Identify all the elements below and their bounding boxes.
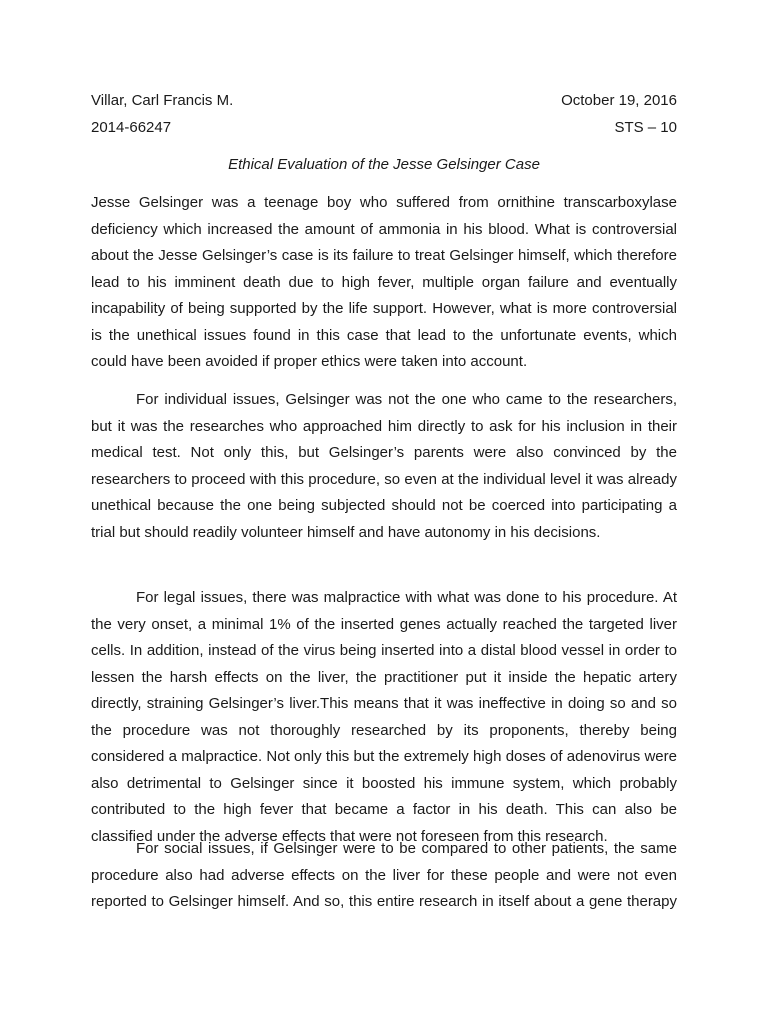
document-date: October 19, 2016 [561,92,677,109]
paragraph-line: reported to Gelsinger himself. And so, this entire research in itself about a gene therapy [91,893,677,910]
paragraph-line: Jesse Gelsinger was a teenage boy who suffered from ornithine transcarboxylase [91,194,677,211]
paragraph-introduction [91,190,677,376]
document-title: Ethical Evaluation of the Jesse Gelsinger Case [228,156,540,173]
paragraph-line: procedure also had adverse effects on the liver for these people and were not even [91,866,677,884]
paragraph-line: researchers to proceed with this procedure, so even at the individual level it was already [91,470,677,488]
document-page [91,0,677,1024]
paragraph-line: lessen the harsh effects on the liver, the practitioner put it inside the hepatic artery [91,668,677,686]
paragraph-social-issues [91,836,677,916]
paragraph-line: classified under the adverse effects that were not foreseen from this research. [91,827,608,845]
paragraph-line: deficiency which increased the amount of ammonia in his blood. What is controversial [91,220,677,238]
header-row-2 [91,118,677,138]
paragraph-individual-issues [91,387,677,546]
author-name: Villar, Carl Francis M. [91,92,234,109]
paragraph-line: medical test. Not only this, but Gelsinger’s parents were also convinced by the [91,444,677,461]
paragraph-line: the procedure was not thoroughly researched by its proponents, thereby being [91,721,677,739]
paragraph-line: also detrimental to Gelsinger since it boosted his immune system, which probably [91,774,677,792]
paragraph-line: unethical because the one being subjected should not be coerced into participating a [91,497,677,514]
paragraph-line: For legal issues, there was malpractice with what was done to his procedure. At [136,589,677,606]
paragraph-line: but it was the researches who approached him directly to ask for his inclusion in their [91,417,677,435]
paragraph-line: considered a malpractice. Not only this but the extremely high doses of adenovirus were [91,748,677,765]
course-code: STS – 10 [614,119,677,136]
paragraph-line: is the unethical issues found in this case that lead to the unfortunate events, which [91,326,677,344]
paragraph-line: could have been avoided if proper ethics were taken into account. [91,353,528,370]
student-id: 2014-66247 [91,119,172,136]
paragraph-line: For social issues, if Gelsinger were to be compared to other patients, the same [136,840,677,857]
paragraph-line: cells. In addition, instead of the virus being inserted into a distal blood vessel in order to [91,642,677,659]
header-row-1 [91,91,677,111]
paragraph-line: lead to his imminent death due to high fever, multiple organ failure and eventually [91,273,677,291]
paragraph-legal-issues [91,585,677,850]
paragraph-line: For individual issues, Gelsinger was not the one who came to the researchers, [136,391,677,408]
paragraph-line: trial but should readily volunteer himself and have autonomy in his decisions. [91,523,601,541]
paragraph-line: about the Jesse Gelsinger’s case is its failure to treat Gelsinger himself, which therefore [91,247,677,264]
paragraph-line: contributed to the high fever that became a factor in his death. This can also be [91,801,677,818]
paragraph-line: directly, straining Gelsinger’s liver.This means that it was ineffective in doing so and so [91,695,677,712]
paragraph-line: the very onset, a minimal 1% of the inserted genes actually reached the targeted liver [91,615,677,633]
paragraph-line: incapability of being supported by the life support. However, what is more controversial [91,300,677,317]
